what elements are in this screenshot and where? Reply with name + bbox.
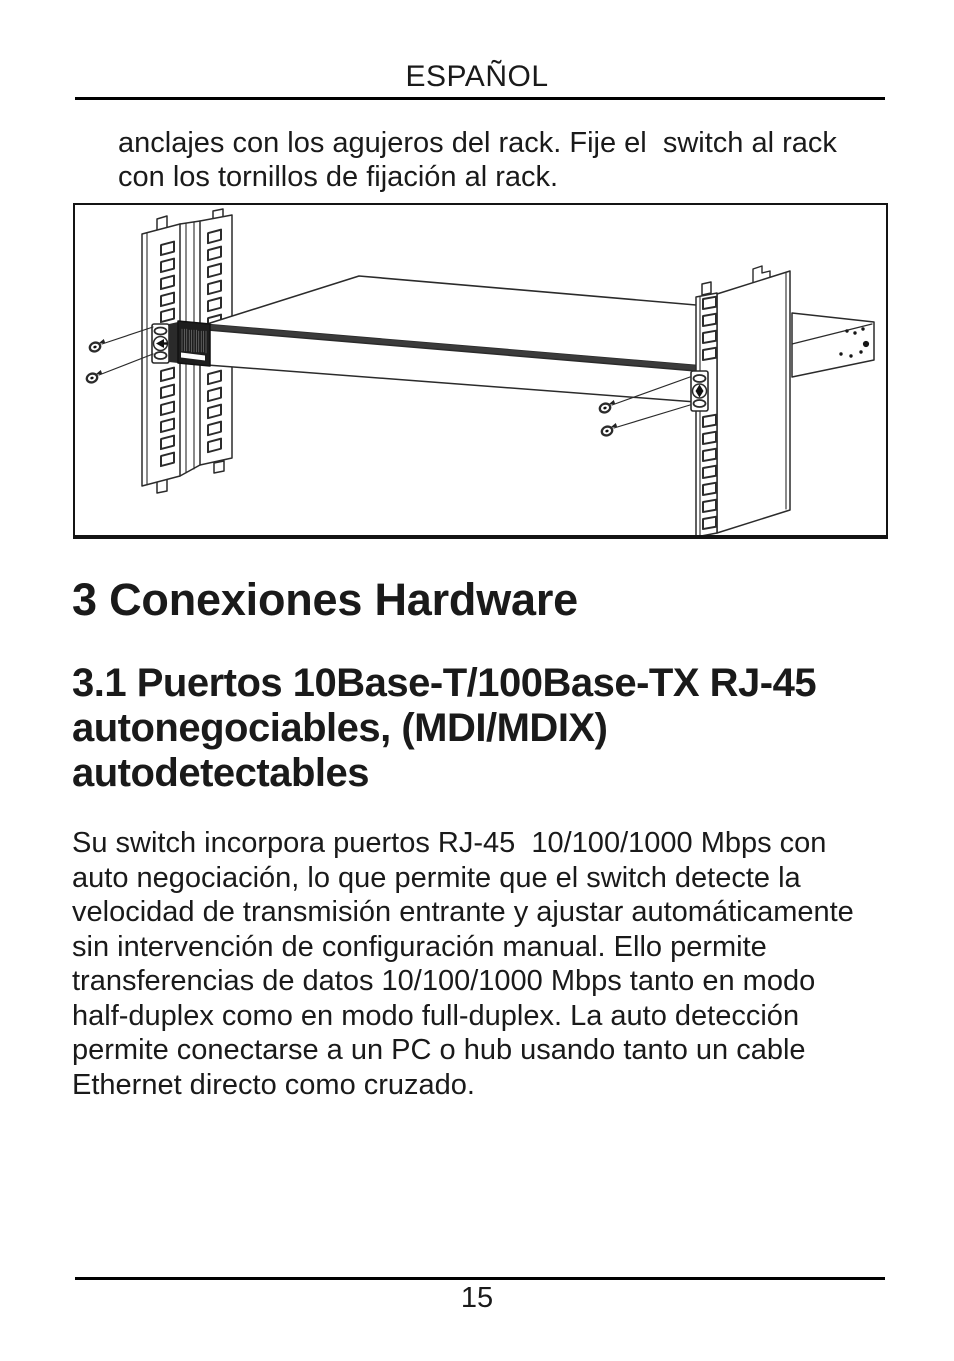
- intro-paragraph: [118, 126, 837, 194]
- screw-icon: [88, 339, 106, 353]
- body-paragraph: [72, 826, 854, 1102]
- section-title: 3 Conexiones Hardware: [72, 574, 578, 625]
- page-number: 15: [460, 1282, 494, 1314]
- subsection-title-line-2: autonegociables, (MDI/MDIX): [72, 706, 608, 750]
- switch-chassis: [169, 276, 696, 402]
- left-mounting-bracket: [152, 324, 169, 363]
- body-line: half-duplex como en modo full-duplex. La auto detección: [72, 999, 800, 1032]
- subsection-title: [72, 661, 816, 796]
- rack-mounting-figure: [73, 203, 888, 539]
- intro-line-1: anclajes con los agujeros del rack. Fije el switch al rack: [118, 127, 837, 159]
- body-line: Su switch incorpora puertos RJ-45 10/100/1000 Mbps con: [72, 827, 827, 859]
- body-line: sin intervención de configuración manual. Ello permite: [72, 930, 767, 963]
- body-line: Ethernet directo como cruzado.: [72, 1068, 475, 1101]
- right-mounting-bracket: [691, 371, 708, 411]
- intro-line-2: con los tornillos de fijación al rack.: [118, 161, 559, 193]
- header-rule: [75, 97, 885, 100]
- subsection-title-line-3: autodetectables: [72, 751, 370, 795]
- body-line: auto negociación, lo que permite que el switch detecte la: [72, 861, 801, 894]
- body-line: velocidad de transmisión entrante y ajustar automáticamente: [72, 896, 854, 928]
- right-rack-post: [696, 266, 790, 535]
- body-line: permite conectarse a un PC o hub usando tanto un cable: [72, 1034, 806, 1066]
- screw-icon: [600, 423, 618, 437]
- footer-rule: [75, 1277, 885, 1280]
- body-line: transferencias de datos 10/100/1000 Mbps tanto en modo: [72, 965, 816, 997]
- rack-mounting-diagram: [75, 205, 886, 535]
- screw-icon: [598, 400, 616, 414]
- screw-icon: [85, 370, 103, 384]
- language-header: ESPAÑOL: [405, 60, 549, 93]
- switch-chassis-rear: [792, 313, 874, 377]
- subsection-title-line-1: 3.1 Puertos 10Base-T/100Base-TX RJ-45: [72, 661, 817, 705]
